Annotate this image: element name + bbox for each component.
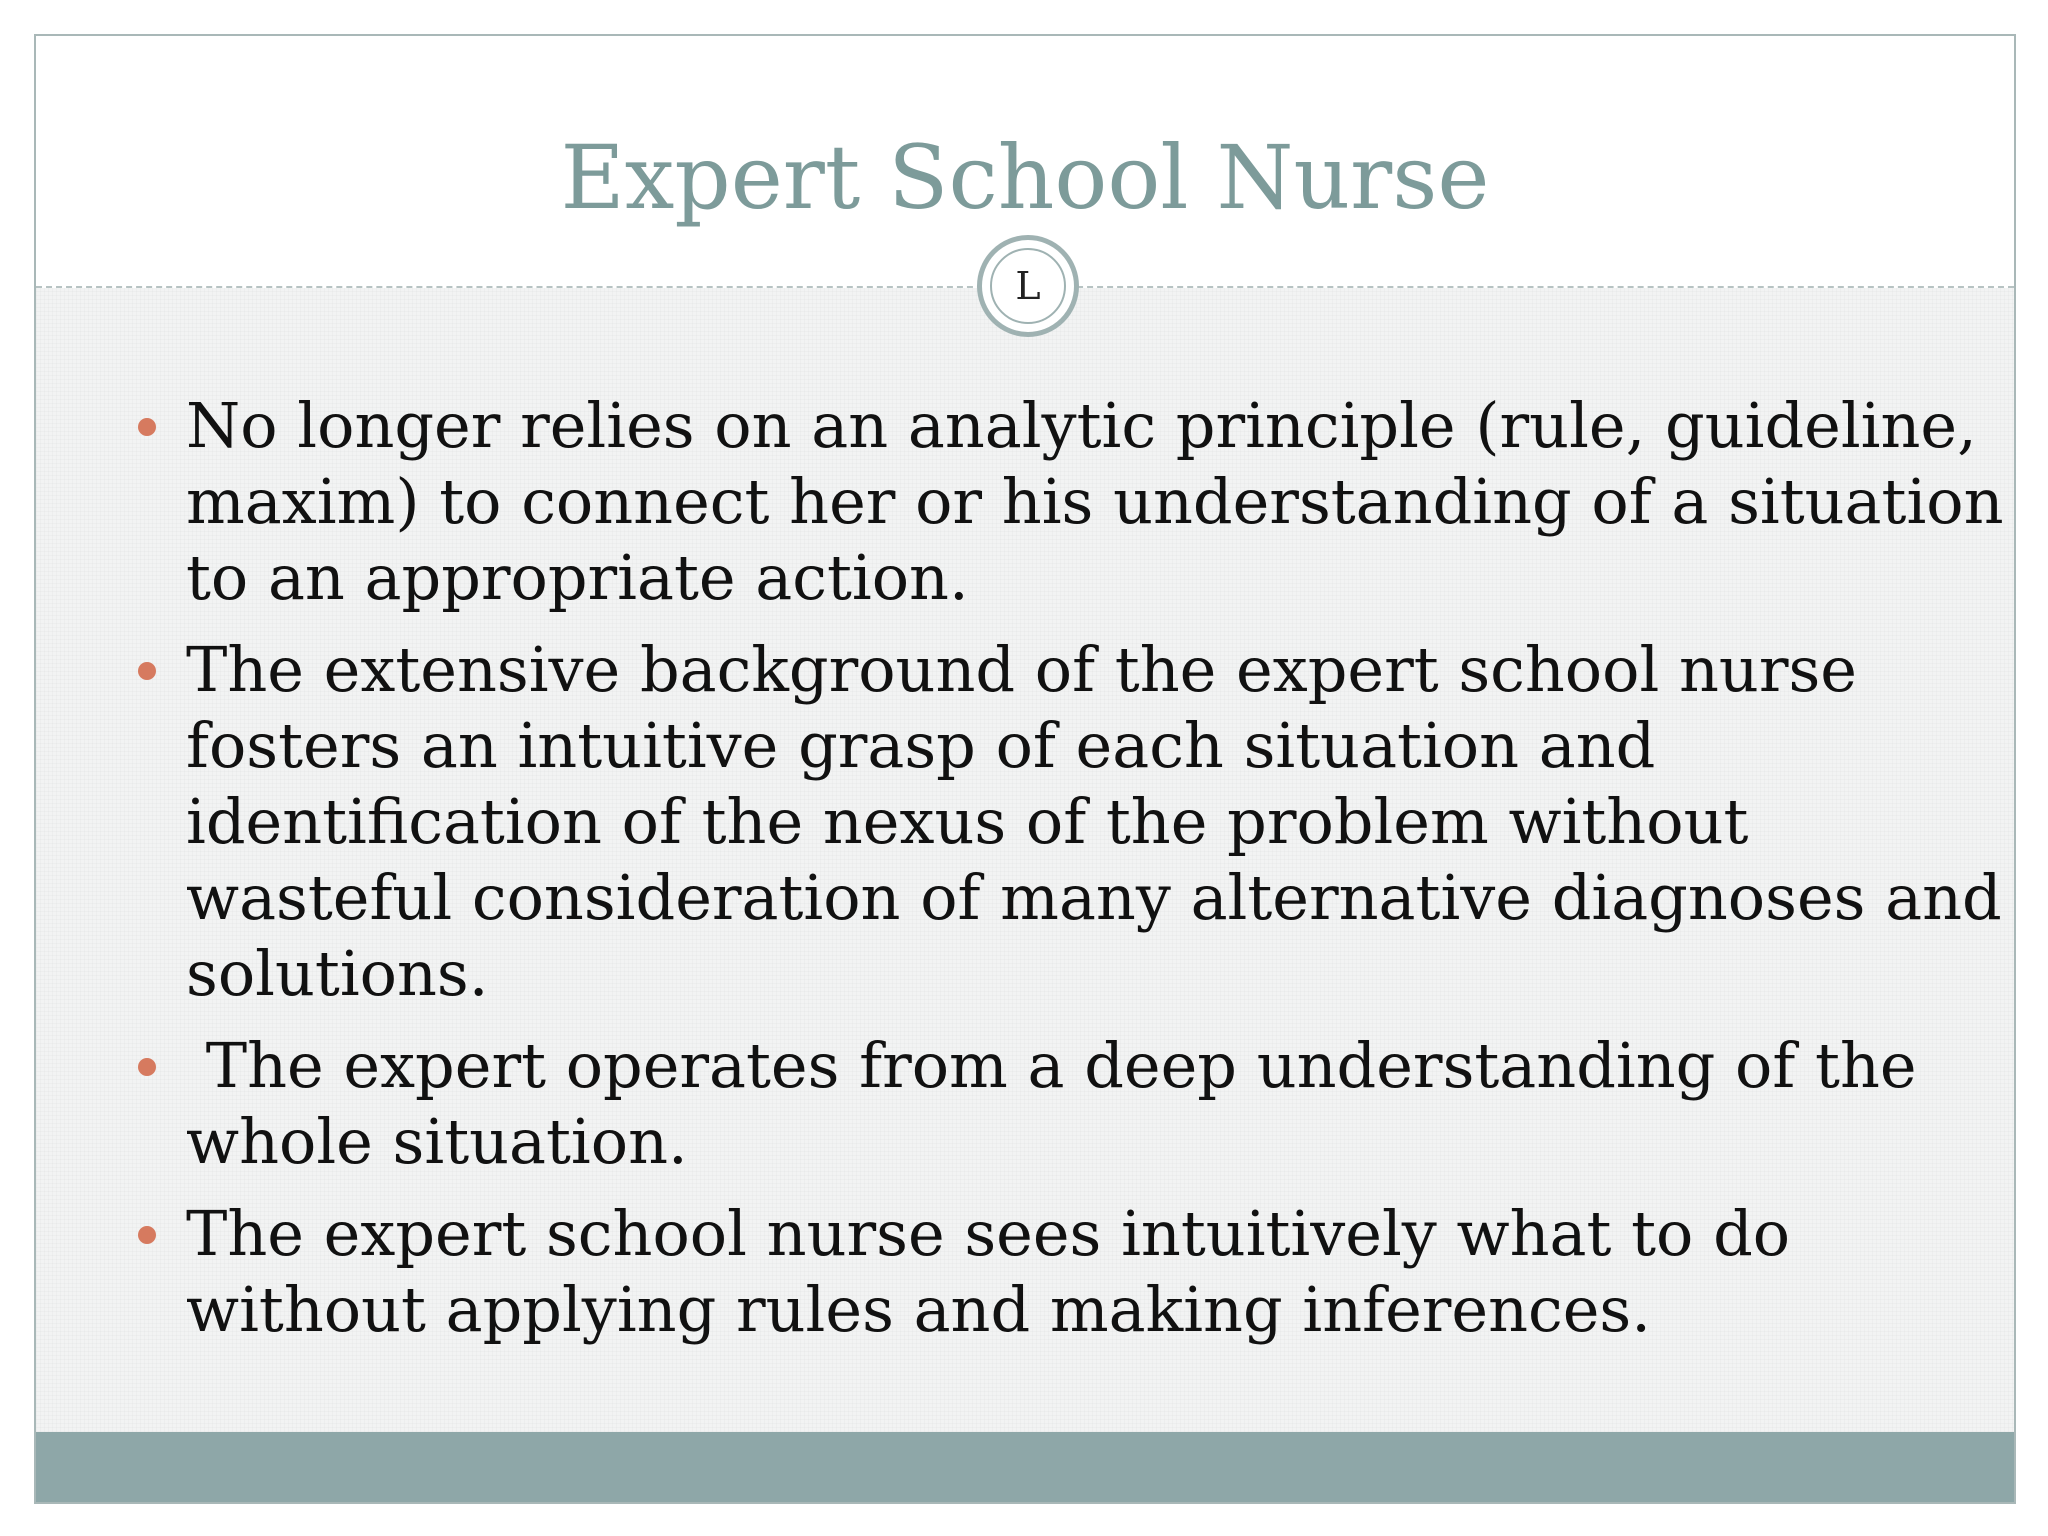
bullet-text: The expert school nurse sees intuitively what to do without applying rules and making inferences. [186, 1197, 1791, 1346]
slide-title: Expert School Nurse [560, 126, 1490, 229]
bullet-list [152, 388, 2012, 1364]
bullet-dot-icon [138, 418, 156, 436]
bullet-item [152, 388, 2012, 616]
badge-letter: L [990, 248, 1066, 324]
bullet-dot-icon [138, 1058, 156, 1076]
section-badge [977, 235, 1079, 337]
bullet-dot-icon [138, 1226, 156, 1244]
bullet-item [152, 1028, 2012, 1180]
bullet-item [152, 632, 2012, 1012]
slide [34, 34, 2016, 1504]
bullet-text: The extensive background of the expert school nurse fosters an intuitive grasp of each situation and identification of the nexus of the problem without wasteful consideration of many alternative diagnoses and solutions. [186, 633, 2002, 1010]
bullet-item [152, 1196, 2012, 1348]
bullet-text: No longer relies on an analytic principle (rule, guideline, maxim) to connect her or his understanding of a situation to an appropriate action. [186, 389, 2004, 614]
bullet-text: The expert operates from a deep understanding of the whole situation. [186, 1029, 1937, 1178]
footer-bar [36, 1432, 2014, 1502]
bullet-dot-icon [138, 662, 156, 680]
